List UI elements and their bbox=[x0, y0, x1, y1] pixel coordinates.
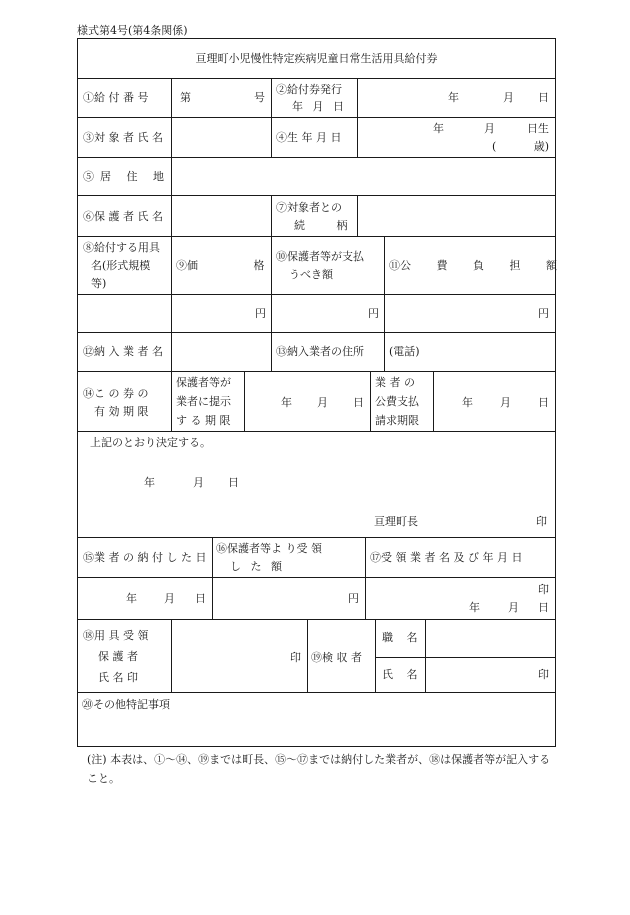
received-amount-label: ⑯保護者等よ り受 領 bbox=[216, 542, 322, 555]
year: 年 bbox=[469, 601, 480, 614]
birth-date-label: ④生 年 月 日 bbox=[276, 131, 342, 144]
price-label: ⑨価 格 bbox=[176, 259, 265, 272]
item-name-label-2: 名(形式規模 bbox=[91, 259, 151, 272]
name-label: 氏 名 bbox=[382, 668, 423, 681]
year: 年 bbox=[144, 476, 155, 489]
vendor-address-field[interactable] bbox=[385, 333, 555, 371]
inspector-name-row bbox=[376, 657, 555, 692]
cell-label bbox=[78, 79, 172, 117]
row-vendor bbox=[78, 333, 555, 372]
claim-deadline-label: 業 者 の bbox=[375, 376, 415, 389]
guardian-pay-label: ⑩保護者等が支払 bbox=[276, 250, 364, 263]
claim-deadline-label-3: 請求期限 bbox=[375, 414, 419, 427]
receipt-table bbox=[77, 619, 556, 693]
month: 月 bbox=[508, 601, 519, 614]
delivery-date-label: ⑮業 者 の 納 付 し た 日 bbox=[83, 551, 207, 564]
seal-mark: 印 bbox=[290, 651, 301, 664]
day: 日 bbox=[538, 91, 549, 104]
cell-label bbox=[213, 538, 366, 577]
year: 年 bbox=[462, 396, 473, 409]
row-item-values bbox=[78, 295, 555, 333]
row-voucher-no bbox=[78, 79, 555, 118]
birth-date-field[interactable] bbox=[358, 118, 555, 157]
received-amount-label-2: し た 額 bbox=[230, 560, 285, 573]
guardian-name-field[interactable] bbox=[172, 196, 272, 236]
seal-mark: 印 bbox=[538, 668, 549, 681]
month: 月 bbox=[500, 396, 511, 409]
cell-label bbox=[78, 620, 172, 692]
form-number: 様式第4号(第4条関係) bbox=[77, 24, 188, 37]
remarks-label: ⑳その他特記事項 bbox=[82, 698, 170, 711]
month: 月 bbox=[193, 476, 204, 489]
receipt-vendor-label: ⑰受 領 業 者 名 及 び 年 月 日 bbox=[370, 551, 523, 564]
row-delivery-headers bbox=[78, 538, 555, 578]
vendor-address-label: ⑬納入業者の住所 bbox=[276, 345, 364, 358]
cell-label bbox=[385, 237, 555, 294]
price-field[interactable] bbox=[172, 295, 272, 332]
relation-label: ⑦対象者との bbox=[276, 201, 342, 214]
present-deadline-field[interactable] bbox=[245, 372, 371, 431]
validity-label: ⑭こ の 券 の bbox=[83, 387, 149, 400]
item-name-label-3: 等) bbox=[91, 277, 107, 290]
day: 日 bbox=[538, 601, 549, 614]
form-title: 亘理町小児慢性特定疾病児童日常生活用具給付券 bbox=[195, 52, 438, 65]
inspector-name-field[interactable] bbox=[425, 657, 555, 692]
yen: 円 bbox=[255, 307, 266, 320]
address-label: ⑤居 住 地 bbox=[83, 170, 170, 183]
phone-label: (電話) bbox=[389, 345, 420, 358]
row-validity bbox=[78, 372, 555, 432]
public-burden-field[interactable] bbox=[385, 295, 555, 332]
row-item-headers bbox=[78, 237, 555, 295]
issue-date-label-2: 年 月 日 bbox=[292, 100, 347, 113]
row-guardian bbox=[78, 196, 555, 237]
issue-date-field[interactable] bbox=[358, 79, 555, 117]
address-field[interactable] bbox=[172, 158, 555, 195]
post-label: 職 名 bbox=[382, 631, 423, 644]
cell-label bbox=[272, 237, 385, 294]
cell-label bbox=[172, 237, 272, 294]
cell-label bbox=[376, 657, 426, 692]
decision-block bbox=[78, 432, 555, 537]
cell-label bbox=[78, 538, 213, 577]
day: 日 bbox=[228, 476, 239, 489]
year: 年 bbox=[126, 592, 137, 605]
no-suffix: 号 bbox=[254, 91, 265, 104]
voucher-no-field[interactable] bbox=[172, 79, 272, 117]
cell-label bbox=[78, 333, 172, 371]
day: 日 bbox=[195, 592, 206, 605]
day: 日 bbox=[353, 396, 364, 409]
issue-date-label: ②給付券発行 bbox=[276, 83, 342, 96]
no-prefix: 第 bbox=[180, 91, 191, 104]
decision-text: 上記のとおり決定する。 bbox=[90, 436, 211, 449]
relation-label-2: 続 柄 bbox=[294, 219, 362, 232]
age-open: ( bbox=[492, 140, 497, 153]
receipt-seal-label-2: 保 護 者 bbox=[98, 650, 138, 663]
cell-label bbox=[78, 118, 172, 157]
cell-label bbox=[376, 620, 426, 657]
voucher-no-label: ①給 付 番 号 bbox=[83, 91, 149, 104]
subject-name-label: ③対 象 者 氏 名 bbox=[83, 131, 163, 144]
age-close: 歳) bbox=[533, 140, 549, 153]
cell-label bbox=[272, 333, 385, 371]
row-address bbox=[78, 158, 555, 196]
guardian-name-label: ⑥保 護 者 氏 名 bbox=[83, 210, 163, 223]
validity-label-2: 有 効 期 限 bbox=[94, 405, 149, 418]
remarks-table bbox=[77, 692, 556, 747]
vendor-name-label: ⑫納 入 業 者 名 bbox=[83, 345, 163, 358]
remarks-field[interactable] bbox=[78, 715, 555, 746]
cell-label bbox=[272, 118, 358, 157]
month: 月 bbox=[503, 91, 514, 104]
guardian-pay-field[interactable] bbox=[272, 295, 385, 332]
day: 日 bbox=[538, 396, 549, 409]
title-row bbox=[78, 39, 555, 79]
cell-label bbox=[272, 79, 358, 117]
cell-label bbox=[78, 158, 172, 195]
cell-label bbox=[308, 620, 376, 692]
guardian-pay-label-2: うべき額 bbox=[289, 268, 333, 281]
cell-label bbox=[371, 372, 434, 431]
item-name-field[interactable] bbox=[78, 295, 172, 332]
month: 月 bbox=[484, 122, 495, 135]
yen: 円 bbox=[348, 592, 359, 605]
month: 月 bbox=[164, 592, 175, 605]
yen: 円 bbox=[538, 307, 549, 320]
present-deadline-label-2: 業者に提示 bbox=[176, 395, 231, 408]
year: 年 bbox=[433, 122, 444, 135]
present-deadline-label-3: す る 期 限 bbox=[176, 414, 231, 427]
receipt-seal-label: ⑱用 具 受 領 bbox=[83, 629, 149, 642]
seal-mark: 印 bbox=[538, 583, 549, 596]
yen: 円 bbox=[368, 307, 379, 320]
item-name-label: ⑧給付する用具 bbox=[83, 241, 160, 254]
day: 日生 bbox=[527, 122, 549, 135]
claim-deadline-label-2: 公費支払 bbox=[375, 395, 419, 408]
delivery-table bbox=[77, 537, 556, 620]
subject-name-field[interactable] bbox=[172, 118, 272, 157]
year: 年 bbox=[281, 396, 292, 409]
receipt-vendor-field[interactable] bbox=[366, 578, 555, 619]
inspector-label: ⑲検 収 者 bbox=[311, 651, 362, 664]
footnote: (注) 本表は、①～⑭、⑲までは町長、⑮～⑰までは納付した業者が、⑱は保護者等が記入すること。 bbox=[87, 753, 551, 785]
mayor-label: 亘理町長 bbox=[374, 515, 418, 528]
vendor-name-field[interactable] bbox=[172, 333, 272, 371]
year: 年 bbox=[448, 91, 459, 104]
row-subject bbox=[78, 118, 555, 158]
cell-label bbox=[78, 237, 172, 294]
receipt-seal-field[interactable] bbox=[172, 620, 308, 692]
cell-label bbox=[78, 372, 172, 431]
cell-label bbox=[172, 372, 245, 431]
receipt-seal-label-3: 氏 名 印 bbox=[98, 671, 138, 684]
cell-label bbox=[78, 196, 172, 236]
voucher-table bbox=[77, 38, 556, 538]
received-amount-field[interactable] bbox=[213, 578, 366, 619]
row-delivery-values bbox=[78, 578, 555, 619]
relation-field[interactable] bbox=[358, 196, 555, 236]
month: 月 bbox=[317, 396, 328, 409]
cell-label bbox=[272, 196, 362, 236]
seal-mark: 印 bbox=[536, 515, 547, 528]
inspector-post-row bbox=[376, 620, 555, 658]
present-deadline-label: 保護者等が bbox=[176, 376, 231, 389]
claim-deadline-field[interactable] bbox=[434, 372, 555, 431]
delivery-date-field[interactable] bbox=[78, 578, 213, 619]
inspector-block bbox=[376, 620, 555, 692]
cell-label bbox=[366, 538, 555, 577]
post-field[interactable] bbox=[425, 620, 555, 657]
public-burden-label: ⑪公 費 負 担 額 bbox=[389, 259, 557, 272]
